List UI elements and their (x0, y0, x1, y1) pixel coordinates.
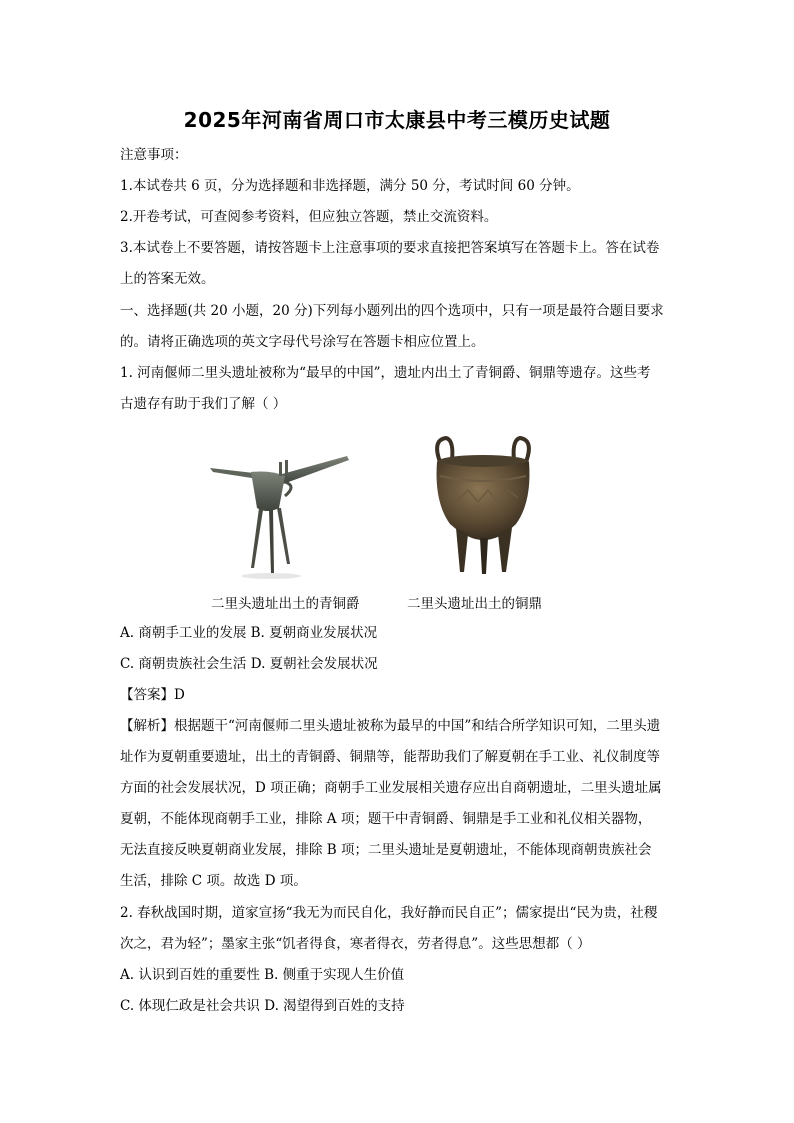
note-item: 3.本试卷上不要答题，请按答题卡上注意事项的要求直接把答案填写在答题卡上。答在试卷 (120, 240, 660, 256)
q1-figures (0, 430, 794, 580)
page-title: 2025年河南省周口市太康县中考三模历史试题 (183, 108, 611, 132)
figure-caption-jue: 二里头遗址出土的青铜爵 (211, 596, 360, 612)
q2-options: A. 认识到百姓的重要性 B. 侧重于实现人生价值 (120, 967, 405, 983)
q1-stem: 1. 河南偃师二里头遗址被称为“最早的中国”，遗址内出土了青铜爵、铜鼎等遗存。这些考 (120, 365, 651, 381)
q2-stem: 2. 春秋战国时期，道家宣扬“我无为而民自化，我好静而民自正”；儒家提出“民为贵，社稷 (120, 905, 658, 921)
note-item: 2.开卷考试，可查阅参考资料，但应独立答题，禁止交流资料。 (120, 209, 498, 225)
section-instructions: 一、选择题(共 20 小题，20 分)下列每小题列出的四个选项中，只有一项是最符合题目要求 (120, 303, 664, 319)
q1-answer: 【答案】D (120, 687, 185, 703)
q1-analysis: 生活，排除 C 项。故选 D 项。 (120, 873, 307, 889)
section-instructions: 的。请将正确选项的英文字母代号涂写在答题卡相应位置上。 (120, 334, 485, 350)
q1-options: C. 商朝贵族社会生活 D. 夏朝社会发展状况 (120, 656, 378, 672)
bronze-jue-image (205, 450, 355, 580)
q1-stem: 古遗存有助于我们了解（ ） (120, 396, 287, 412)
q1-analysis: 夏朝，不能体现商朝手工业，排除 A 项；题干中青铜爵、铜鼎是手工业和礼仪相关器物， (120, 811, 652, 827)
q1-analysis: 【解析】根据题干“河南偃师二里头遗址被称为最早的中国”和结合所学知识可知，二里头遗 (120, 718, 661, 734)
figure-caption-ding: 二里头遗址出土的铜鼎 (407, 596, 542, 612)
bronze-ding-image (428, 432, 538, 574)
q1-options: A. 商朝手工业的发展 B. 夏朝商业发展状况 (120, 625, 378, 641)
q1-analysis: 无法直接反映夏朝商业发展，排除 B 项；二里头遗址是夏朝遗址，不能体现商朝贵族社会 (120, 842, 652, 858)
q1-analysis: 址作为夏朝重要遗址，出土的青铜爵、铜鼎等，能帮助我们了解夏朝在手工业、礼仪制度等 (120, 749, 660, 765)
q2-stem: 次之，君为轻”；墨家主张“饥者得食，寒者得衣，劳者得息”。这些思想都（ ） (120, 936, 591, 952)
q2-options: C. 体现仁政是社会共识 D. 渴望得到百姓的支持 (120, 998, 405, 1014)
note-item: 1.本试卷共 6 页，分为选择题和非选择题，满分 50 分，考试时间 60 分钟。 (120, 178, 580, 194)
note-item: 上的答案无效。 (120, 271, 215, 287)
notes-heading: 注意事项： (120, 147, 188, 163)
q1-analysis: 方面的社会发展状况，D 项正确；商朝手工业发展相关遗存应出自商朝遗址，二里头遗址属 (120, 780, 662, 796)
